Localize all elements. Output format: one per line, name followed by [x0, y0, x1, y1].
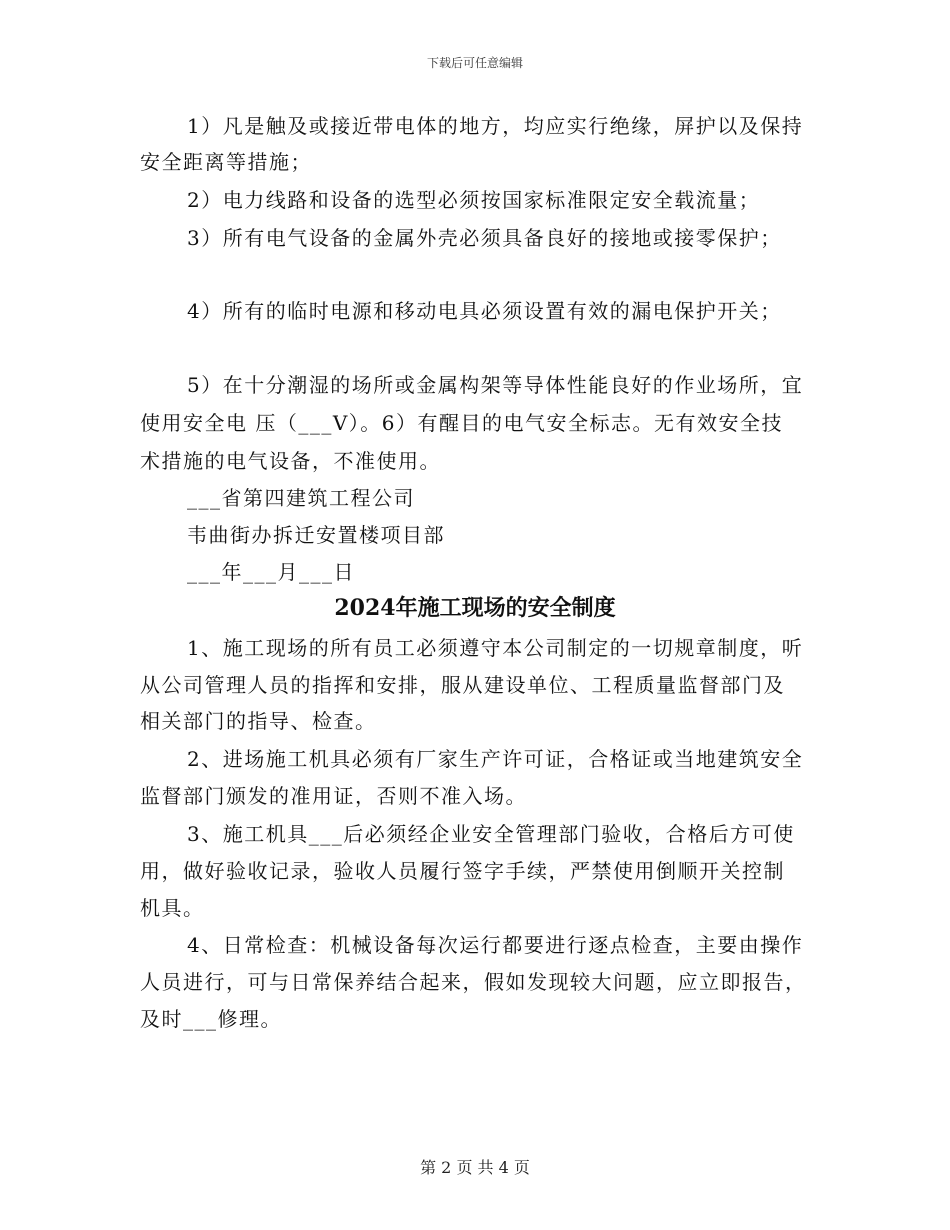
rule-item-1-line-1: 1）凡是触及或接近带电体的地方，均应实行绝缘，屏护以及保持 — [187, 114, 804, 138]
regulation-1-line-1: 1、施工现场的所有员工必须遵守本公司制定的一切规章制度，听 — [187, 636, 804, 660]
page-number: 第 2 页 共 4 页 — [420, 1158, 530, 1177]
rule-item-5-line-2: 使用安全电 压（___V）。6）有醒目的电气安全标志。无有效安全技 — [140, 411, 784, 435]
regulation-2-line-1: 2、进场施工机具必须有厂家生产许可证，合格证或当地建筑安全 — [187, 747, 804, 771]
section-title: 2024年施工现场的安全制度 — [334, 595, 616, 621]
signature-date: ___年___月___日 — [187, 560, 355, 584]
rule-item-3: 3）所有电气设备的金属外壳必须具备良好的接地或接零保护； — [187, 226, 782, 250]
regulation-1-line-2: 从公司管理人员的指挥和安排，服从建设单位、工程质量监督部门及 — [140, 673, 785, 697]
rule-item-1-line-2: 安全距离等措施； — [140, 150, 312, 174]
rule-item-5-line-3: 术措施的电气设备，不准使用。 — [140, 449, 441, 473]
page-header: 下载后可任意编辑 — [426, 56, 523, 70]
regulation-4-line-1: 4、日常检查：机械设备每次运行都要进行逐点检查，主要由操作 — [187, 933, 804, 957]
regulation-2-line-2: 监督部门颁发的准用证，否则不准入场。 — [140, 784, 527, 808]
regulation-3-line-3: 机具。 — [140, 896, 205, 920]
regulation-3-line-1: 3、施工机具___后必须经企业安全管理部门验收，合格后方可使 — [187, 822, 795, 846]
regulation-4-line-3: 及时___修理。 — [140, 1007, 282, 1031]
rule-item-4: 4）所有的临时电源和移动电具必须设置有效的漏电保护开关； — [187, 299, 782, 323]
signature-company: ___省第四建筑工程公司 — [187, 486, 415, 510]
regulation-1-line-3: 相关部门的指导、检查。 — [140, 709, 377, 733]
signature-department: 韦曲街办拆迁安置楼项目部 — [187, 523, 445, 547]
rule-item-2: 2）电力线路和设备的选型必须按国家标准限定安全载流量； — [187, 188, 761, 212]
regulation-4-line-2: 人员进行，可与日常保养结合起来，假如发现较大问题，应立即报告， — [140, 970, 807, 994]
rule-item-5-line-1: 5）在十分潮湿的场所或金属构架等导体性能良好的作业场所，宜 — [187, 373, 804, 397]
regulation-3-line-2: 用，做好验收记录，验收人员履行签字手续，严禁使用倒顺开关控制 — [140, 859, 785, 883]
